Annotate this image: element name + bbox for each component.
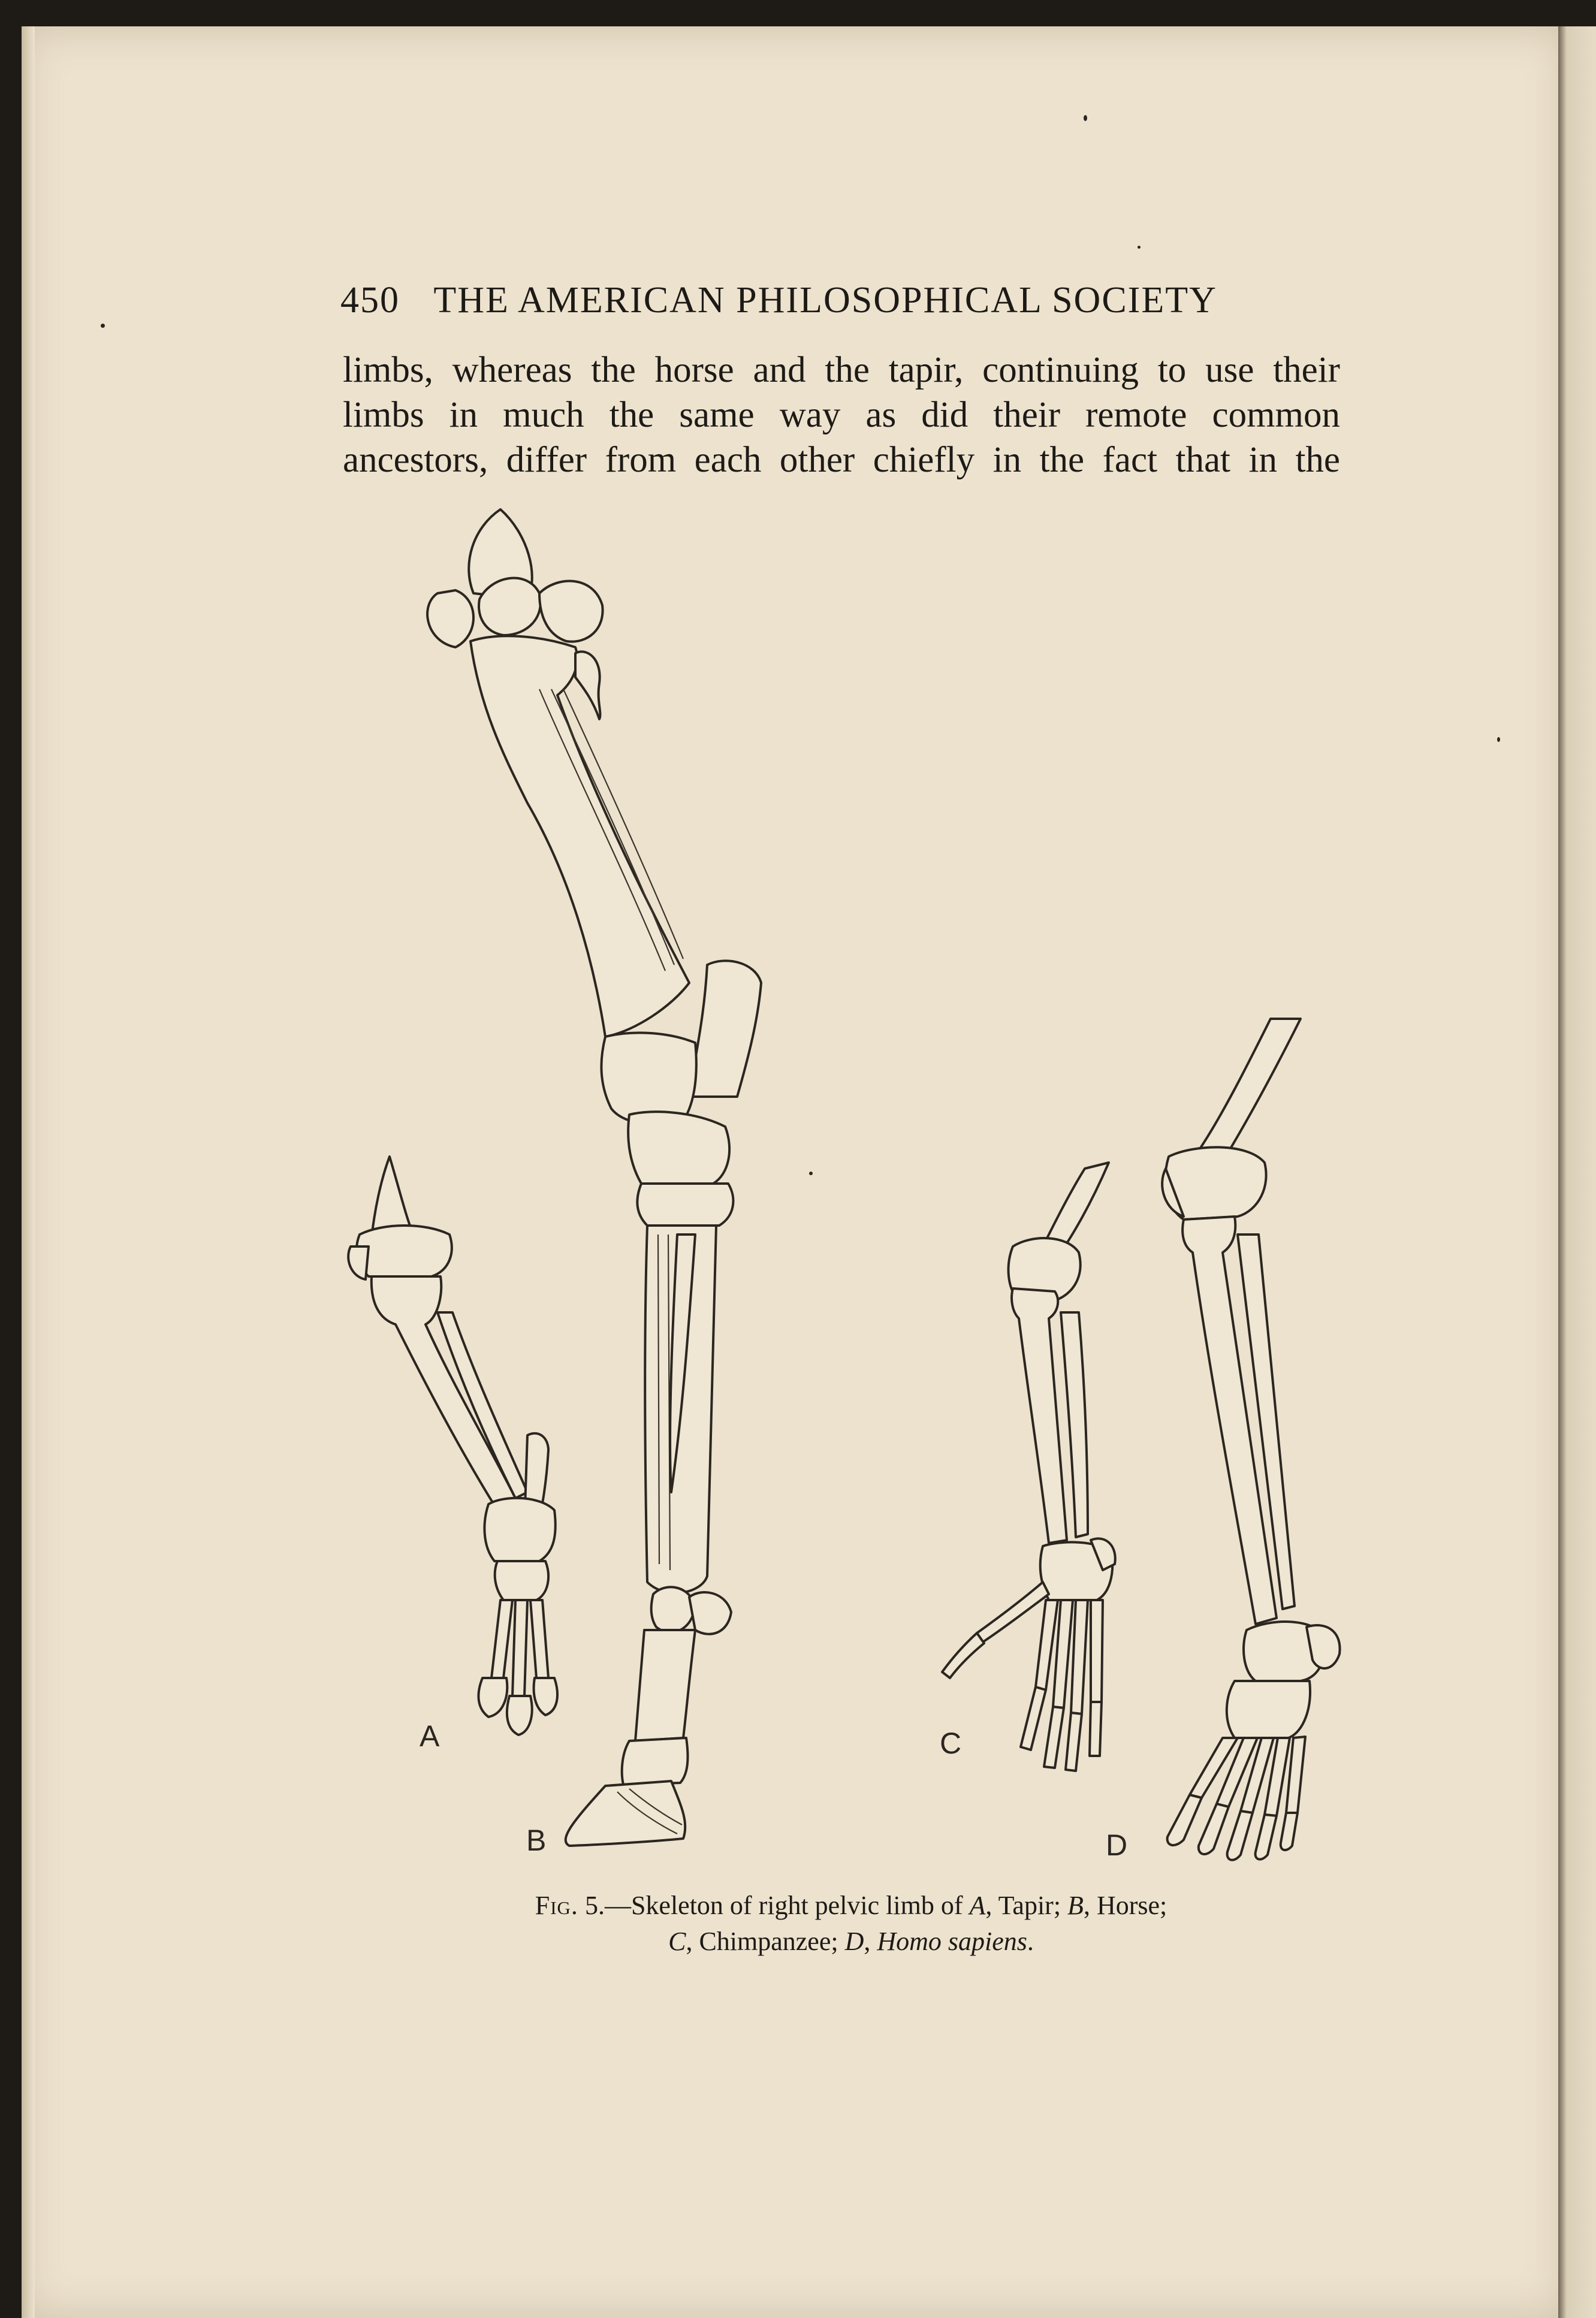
figure-label-b: B <box>526 1824 547 1857</box>
caption-sep: , <box>864 1927 877 1956</box>
chimpanzee-limb-drawing <box>942 1163 1115 1771</box>
caption-horse: , Horse; <box>1083 1891 1167 1920</box>
page-number: 450 <box>340 280 400 321</box>
horse-limb-drawing <box>427 509 761 1846</box>
caption-letter-b: B <box>1067 1891 1084 1920</box>
caption-text: .—Skeleton of right pelvic limb of <box>598 1891 970 1920</box>
paper-speck <box>101 324 105 328</box>
caption-letter-d: D <box>844 1927 864 1956</box>
figure-label-c: C <box>940 1727 962 1760</box>
body-line: limbs in much the same way as did their remote common <box>343 395 1340 435</box>
caption-letter-a: A <box>969 1891 986 1920</box>
body-line: ancestors, differ from each other chiefly in the fact that in the <box>343 440 1340 480</box>
paper-speck <box>1084 115 1087 121</box>
caption-chimpanzee: , Chimpanzee; <box>686 1927 845 1956</box>
tapir-limb-drawing <box>348 1157 557 1735</box>
paper-speck <box>1138 246 1141 249</box>
human-limb-drawing <box>1162 1019 1339 1860</box>
caption-end: . <box>1027 1927 1034 1956</box>
caption-fig-number: 5 <box>584 1891 598 1920</box>
body-line: limbs, whereas the horse and the tapir, continuing to use their <box>343 350 1340 390</box>
figure-label-d: D <box>1106 1828 1128 1862</box>
running-title: THE AMERICAN PHILOSOPHICAL SOCIETY <box>433 280 1217 321</box>
figure-label-a: A <box>420 1719 440 1753</box>
figure-caption <box>360 1888 1342 1960</box>
caption-homo-sapiens: Homo sapiens <box>877 1927 1027 1956</box>
paper-speck <box>1497 737 1500 742</box>
caption-fig-label: Fig. <box>535 1891 578 1920</box>
caption-letter-c: C <box>668 1927 686 1956</box>
paper-speck <box>809 1172 813 1175</box>
caption-tapir: , Tapir; <box>985 1891 1068 1920</box>
